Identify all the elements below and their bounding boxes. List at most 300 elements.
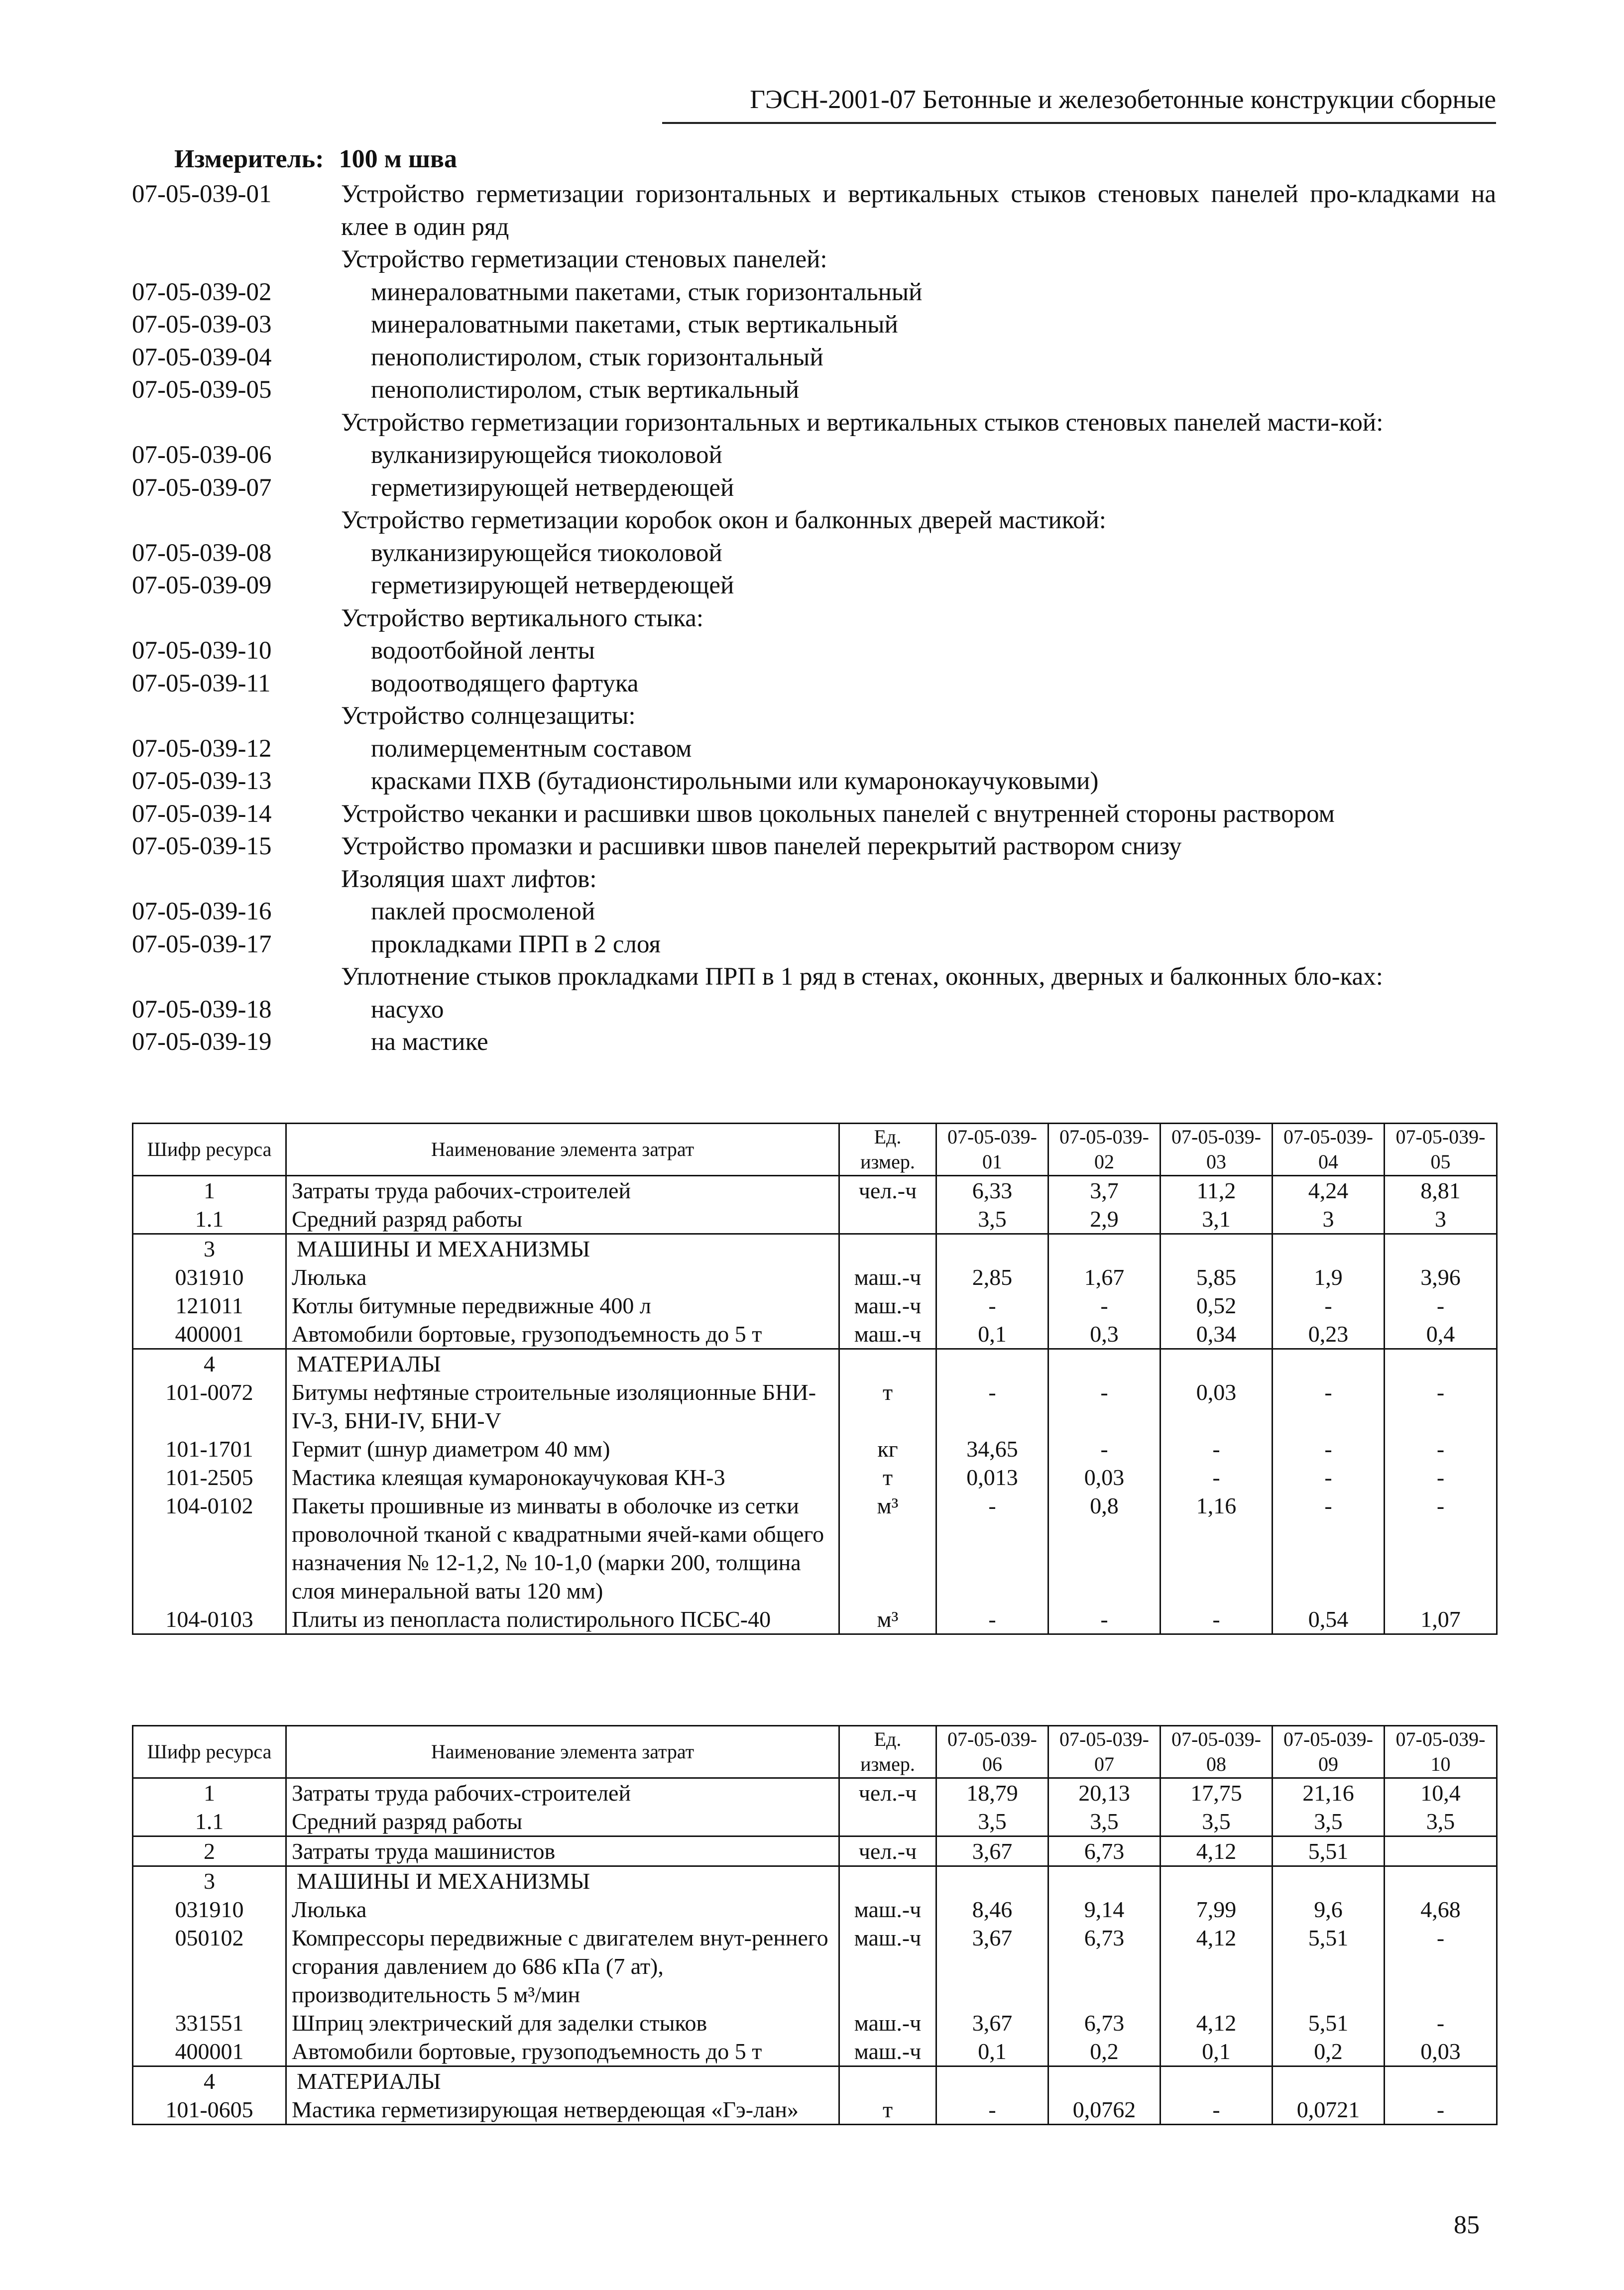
unit: маш.-ч: [839, 1895, 936, 1924]
header-resource-code: Шифр ресурса: [133, 1124, 286, 1176]
cost-element-name: Затраты труда рабочих-строителей: [286, 1778, 839, 1808]
cost-element-name: Мастика клеящая кумаронокаучуковая КН-3: [286, 1463, 839, 1491]
code-row: [132, 635, 1496, 668]
resource-code: 1.1: [133, 1807, 286, 1836]
unit: [839, 1349, 936, 1378]
norm-value: 0,03: [1048, 1463, 1160, 1491]
norm-value: -: [1160, 2095, 1273, 2125]
code-number: 07-05-039-07: [132, 473, 272, 502]
resource-code: 101-2505: [133, 1463, 286, 1491]
norm-value: 18,79: [936, 1778, 1048, 1808]
unit: маш.-ч: [839, 1291, 936, 1320]
norm-value: -: [1385, 2095, 1497, 2125]
code-description: пенополистиролом, стык вертикальный: [371, 376, 800, 404]
code-row: [132, 700, 1496, 733]
code-row: [132, 342, 1496, 374]
norm-value: 4,12: [1160, 1836, 1273, 1866]
code-row: [132, 961, 1496, 994]
table-row: [133, 1605, 1497, 1634]
resource-code: 101-1701: [133, 1435, 286, 1463]
code-number: 07-05-039-14: [132, 800, 272, 828]
norm-value: -: [936, 1491, 1048, 1605]
unit: т: [839, 1378, 936, 1435]
resource-code: 104-0102: [133, 1491, 286, 1605]
norm-value: 3,5: [936, 1205, 1048, 1234]
code-row: [132, 537, 1496, 570]
norm-value: [1160, 1866, 1273, 1896]
resource-code: 4: [133, 2066, 286, 2096]
unit: маш.-ч: [839, 2037, 936, 2066]
unit: маш.-ч: [839, 1320, 936, 1349]
unit: маш.-ч: [839, 2009, 936, 2037]
code-number: 07-05-039-01: [132, 180, 272, 208]
norm-value: -: [1385, 1291, 1497, 1320]
measure-value: 100 м шва: [339, 145, 458, 173]
norm-value: 1,16: [1160, 1491, 1273, 1605]
norm-value: 5,51: [1273, 1924, 1385, 2009]
cost-element-name: Средний разряд работы: [286, 1205, 839, 1234]
measure-label: Измеритель:: [174, 145, 324, 173]
norm-value: 0,4: [1385, 1320, 1497, 1349]
table-row: [133, 2066, 1497, 2096]
norm-value: 3: [1273, 1205, 1385, 1234]
norm-value: [1385, 1349, 1497, 1378]
resource-code: 101-0605: [133, 2095, 286, 2125]
norm-value: 10,4: [1385, 1778, 1497, 1808]
table-row: [133, 1176, 1497, 1205]
code-number: 07-05-039-13: [132, 767, 272, 795]
code-row: [132, 896, 1496, 928]
norm-value: -: [1385, 1435, 1497, 1463]
code-description: насухо: [371, 995, 444, 1024]
header-norm-code: 07-05-039-10: [1385, 1726, 1497, 1778]
table-row: [133, 1205, 1497, 1234]
resource-code: 331551: [133, 2009, 286, 2037]
norm-value: 4,12: [1160, 1924, 1273, 2009]
norm-value: 0,2: [1048, 2037, 1160, 2066]
code-description: водоотбойной ленты: [371, 637, 595, 665]
code-description: Устройство вертикального стыка:: [341, 604, 704, 632]
code-row: [132, 407, 1496, 440]
code-description: Устройство герметизации стеновых панелей:: [341, 245, 827, 273]
header-norm-code: 07-05-039-01: [936, 1124, 1048, 1176]
norm-value: 4,24: [1273, 1176, 1385, 1205]
code-row: [132, 472, 1496, 505]
table-row: [133, 2095, 1497, 2125]
norm-value: 6,73: [1048, 1836, 1160, 1866]
norm-value: 3,67: [936, 1924, 1048, 2009]
header-cost-element: Наименование элемента затрат: [286, 1124, 839, 1176]
table-row: [133, 1778, 1497, 1808]
cost-element-name: Затраты труда машинистов: [286, 1836, 839, 1866]
norm-value: 20,13: [1048, 1778, 1160, 1808]
norm-value: 0,1: [936, 1320, 1048, 1349]
norm-value: [936, 1234, 1048, 1263]
code-row: [132, 439, 1496, 472]
unit: [839, 1866, 936, 1896]
norm-value: 3,5: [1273, 1807, 1385, 1836]
norm-value: 0,8: [1048, 1491, 1160, 1605]
code-number: 07-05-039-19: [132, 1028, 272, 1056]
code-description: красками ПХВ (бутадионстирольными или кумаронокаучуковыми): [371, 767, 1099, 795]
norm-value: [1273, 1866, 1385, 1896]
unit: [839, 1807, 936, 1836]
norm-value: [1385, 2066, 1497, 2096]
norm-value: -: [1385, 1924, 1497, 2009]
norm-value: 0,52: [1160, 1291, 1273, 1320]
norm-value: 2,85: [936, 1263, 1048, 1291]
table-row: [133, 1378, 1497, 1435]
norm-value: 8,81: [1385, 1176, 1497, 1205]
norm-value: -: [1273, 1378, 1385, 1435]
norm-value: 0,0721: [1273, 2095, 1385, 2125]
unit: кг: [839, 1435, 936, 1463]
table-row: [133, 1924, 1497, 2009]
norm-value: 5,51: [1273, 1836, 1385, 1866]
resource-code: 4: [133, 1349, 286, 1378]
resource-code: 1.1: [133, 1205, 286, 1234]
norm-value: 3,5: [1385, 1807, 1497, 1836]
norm-value: -: [936, 1291, 1048, 1320]
code-description: Устройство герметизации горизонтальных и вертикальных стыков стеновых панелей масти-кой:: [341, 408, 1384, 437]
running-header: ГЭСН-2001-07 Бетонные и железобетонные конструкции сборные: [750, 85, 1496, 114]
table-row: [133, 1263, 1497, 1291]
code-number: 07-05-039-05: [132, 376, 272, 404]
header-norm-code: 07-05-039-09: [1273, 1726, 1385, 1778]
norm-value: 0,0762: [1048, 2095, 1160, 2125]
code-row: [132, 928, 1496, 961]
code-number: 07-05-039-17: [132, 930, 272, 958]
code-row: [132, 1026, 1496, 1059]
table-row: [133, 1491, 1497, 1605]
norm-value: [936, 1349, 1048, 1378]
norm-value: 0,013: [936, 1463, 1048, 1491]
header-norm-code: 07-05-039-07: [1048, 1726, 1160, 1778]
norm-value: 3: [1385, 1205, 1497, 1234]
code-description: Устройство герметизации коробок окон и балконных дверей мастикой:: [341, 506, 1106, 534]
unit: чел.-ч: [839, 1176, 936, 1205]
code-row: [132, 570, 1496, 602]
norm-value: 8,46: [936, 1895, 1048, 1924]
cost-element-name: Пакеты прошивные из минваты в оболочке из сетки проволочной тканой с квадратными ячей-ками общего назначения № 12-1,2, № 10-1,0 (марки 200, толщина слоя минеральной ваты 120 мм): [286, 1491, 839, 1605]
norm-value: 6,73: [1048, 2009, 1160, 2037]
code-row: [132, 602, 1496, 635]
code-description: полимерцементным составом: [371, 734, 692, 763]
norm-value: -: [936, 1378, 1048, 1435]
norm-value: 3,67: [936, 2009, 1048, 2037]
header-resource-code: Шифр ресурса: [133, 1726, 286, 1778]
code-row: [132, 668, 1496, 700]
norm-value: 0,03: [1160, 1378, 1273, 1435]
code-number: [132, 602, 341, 635]
norm-value: 9,6: [1273, 1895, 1385, 1924]
unit: [839, 1234, 936, 1263]
table-row: [133, 1349, 1497, 1378]
norm-value: -: [1048, 1605, 1160, 1634]
norm-value: 11,2: [1160, 1176, 1273, 1205]
norm-value: -: [1273, 1463, 1385, 1491]
unit: чел.-ч: [839, 1778, 936, 1808]
unit: м³: [839, 1605, 936, 1634]
norm-value: [1048, 1234, 1160, 1263]
code-number: 07-05-039-18: [132, 995, 272, 1024]
code-number: [132, 407, 341, 440]
norm-value: -: [1160, 1435, 1273, 1463]
norm-value: [936, 2066, 1048, 2096]
resource-code: 3: [133, 1234, 286, 1263]
norm-value: 17,75: [1160, 1778, 1273, 1808]
code-description: Изоляция шахт лифтов:: [341, 865, 597, 893]
header-norm-code: 07-05-039-06: [936, 1726, 1048, 1778]
norm-value: 3,7: [1048, 1176, 1160, 1205]
code-row: [132, 765, 1496, 798]
code-number: [132, 700, 341, 733]
table-row: [133, 2037, 1497, 2066]
norm-value: 0,2: [1273, 2037, 1385, 2066]
resource-code: 1: [133, 1176, 286, 1205]
unit: [839, 2066, 936, 2096]
norm-value: 0,1: [936, 2037, 1048, 2066]
norm-value: -: [1048, 1435, 1160, 1463]
work-codes-list: [132, 178, 1496, 1059]
measure-line: [174, 144, 457, 174]
code-description: водоотводящего фартука: [371, 669, 639, 697]
code-row: [132, 276, 1496, 309]
code-number: [132, 504, 341, 537]
unit: маш.-ч: [839, 1924, 936, 2009]
header-norm-code: 07-05-039-05: [1385, 1124, 1497, 1176]
code-number: 07-05-039-02: [132, 278, 272, 306]
norm-value: [1048, 2066, 1160, 2096]
norm-value: -: [936, 2095, 1048, 2125]
code-description: герметизирующей нетвердеющей: [371, 473, 734, 502]
code-number: 07-05-039-16: [132, 898, 272, 925]
cost-element-name: Компрессоры передвижные с двигателем внут-реннего сгорания давлением до 686 кПа (7 ат), производительность 5 м³/мин: [286, 1924, 839, 2009]
code-row: [132, 863, 1496, 896]
norm-value: [1273, 2066, 1385, 2096]
header-norm-code: 07-05-039-03: [1160, 1124, 1273, 1176]
norm-value: [1273, 1234, 1385, 1263]
unit: чел.-ч: [839, 1836, 936, 1866]
code-row: [132, 830, 1496, 863]
table-row: [133, 1866, 1497, 1896]
code-number: 07-05-039-15: [132, 832, 272, 860]
table-row: [133, 1234, 1497, 1263]
code-number: [132, 863, 341, 896]
code-description: минераловатными пакетами, стык горизонтальный: [371, 278, 923, 306]
code-description: Уплотнение стыков прокладками ПРП в 1 ряд в стенах, оконных, дверных и балконных бло-ках:: [341, 963, 1383, 991]
code-description: минераловатными пакетами, стык вертикальный: [371, 311, 898, 339]
norm-value: -: [1385, 2009, 1497, 2037]
unit: м³: [839, 1491, 936, 1605]
norm-value: 3,67: [936, 1836, 1048, 1866]
resource-code: 400001: [133, 1320, 286, 1349]
norm-value: 3,96: [1385, 1263, 1497, 1291]
norm-value: -: [1273, 1291, 1385, 1320]
resource-code: 031910: [133, 1895, 286, 1924]
resource-table-2: [132, 1725, 1498, 2125]
norm-value: [936, 1866, 1048, 1896]
header-norm-code: 07-05-039-04: [1273, 1124, 1385, 1176]
resource-code: 2: [133, 1836, 286, 1866]
norm-value: 3,1: [1160, 1205, 1273, 1234]
code-number: 07-05-039-10: [132, 637, 272, 665]
norm-value: 21,16: [1273, 1778, 1385, 1808]
norm-value: 0,03: [1385, 2037, 1497, 2066]
norm-value: [1160, 1234, 1273, 1263]
norm-value: 0,3: [1048, 1320, 1160, 1349]
cost-element-name: Битумы нефтяные строительные изоляционные БНИ-IV-3, БНИ-IV, БНИ-V: [286, 1378, 839, 1435]
table-row: [133, 1836, 1497, 1866]
norm-value: 6,73: [1048, 1924, 1160, 2009]
norm-value: -: [1385, 1491, 1497, 1605]
norm-value: [1048, 1866, 1160, 1896]
unit: т: [839, 2095, 936, 2125]
code-row: [132, 374, 1496, 407]
code-description: герметизирующей нетвердеющей: [371, 572, 734, 599]
resource-code: 050102: [133, 1924, 286, 2009]
code-description: вулканизирующейся тиоколовой: [371, 441, 722, 469]
section-title: МАШИНЫ И МЕХАНИЗМЫ: [286, 1866, 839, 1896]
cost-element-name: Люлька: [286, 1895, 839, 1924]
norm-value: [1160, 1349, 1273, 1378]
norm-value: [1385, 1836, 1497, 1866]
code-description: на мастике: [371, 1028, 488, 1056]
norm-value: 1,67: [1048, 1263, 1160, 1291]
norm-value: -: [936, 1605, 1048, 1634]
header-rule: [662, 122, 1496, 124]
norm-value: [1048, 1349, 1160, 1378]
header-norm-code: 07-05-039-02: [1048, 1124, 1160, 1176]
code-number: 07-05-039-09: [132, 572, 272, 599]
norm-value: 4,68: [1385, 1895, 1497, 1924]
code-number: 07-05-039-11: [132, 669, 271, 697]
cost-element-name: Гермит (шнур диаметром 40 мм): [286, 1435, 839, 1463]
norm-value: -: [1160, 1605, 1273, 1634]
cost-element-name: Затраты труда рабочих-строителей: [286, 1176, 839, 1205]
norm-value: 0,34: [1160, 1320, 1273, 1349]
page-number: 85: [1454, 2211, 1480, 2239]
norm-value: [1385, 1234, 1497, 1263]
section-title: МАШИНЫ И МЕХАНИЗМЫ: [286, 1234, 839, 1263]
norm-value: 7,99: [1160, 1895, 1273, 1924]
resource-code: 1: [133, 1778, 286, 1808]
norm-value: 0,54: [1273, 1605, 1385, 1634]
norm-value: [1273, 1349, 1385, 1378]
unit: маш.-ч: [839, 1263, 936, 1291]
code-row: [132, 243, 1496, 276]
norm-value: 4,12: [1160, 2009, 1273, 2037]
norm-value: 9,14: [1048, 1895, 1160, 1924]
resource-code: 104-0103: [133, 1605, 286, 1634]
code-description: Устройство герметизации горизонтальных и вертикальных стыков стеновых панелей про-кладками на клее в один ряд: [341, 180, 1496, 241]
code-row: [132, 504, 1496, 537]
code-row: [132, 798, 1496, 831]
code-row: [132, 733, 1496, 766]
norm-value: [1160, 2066, 1273, 2096]
norm-value: 3,5: [1160, 1807, 1273, 1836]
norm-value: 5,85: [1160, 1263, 1273, 1291]
norm-value: 5,51: [1273, 2009, 1385, 2037]
code-number: 07-05-039-08: [132, 539, 272, 567]
table-row: [133, 1291, 1497, 1320]
table-row: [133, 1435, 1497, 1463]
section-title: МАТЕРИАЛЫ: [286, 2066, 839, 2096]
cost-element-name: Автомобили бортовые, грузоподъемность до 5 т: [286, 1320, 839, 1349]
norm-value: -: [1385, 1463, 1497, 1491]
norm-value: 3,5: [936, 1807, 1048, 1836]
cost-element-name: Котлы битумные передвижные 400 л: [286, 1291, 839, 1320]
norm-value: 2,9: [1048, 1205, 1160, 1234]
code-number: [132, 243, 341, 276]
code-description: Устройство чеканки и расшивки швов цокольных панелей с внутренней стороны раствором: [341, 800, 1335, 828]
cost-element-name: Мастика герметизирующая нетвердеющая «Гэ-лан»: [286, 2095, 839, 2125]
code-row: [132, 309, 1496, 342]
norm-value: 3,5: [1048, 1807, 1160, 1836]
code-description: Устройство солнцезащиты:: [341, 702, 636, 730]
table-row: [133, 1320, 1497, 1349]
table-row: [133, 1463, 1497, 1491]
norm-value: 34,65: [936, 1435, 1048, 1463]
code-description: паклей просмоленой: [371, 898, 595, 925]
cost-element-name: Шприц электрический для заделки стыков: [286, 2009, 839, 2037]
cost-element-name: Средний разряд работы: [286, 1807, 839, 1836]
code-description: пенополистиролом, стык горизонтальный: [371, 343, 823, 371]
norm-value: -: [1385, 1378, 1497, 1435]
code-number: 07-05-039-03: [132, 311, 272, 339]
resource-code: 400001: [133, 2037, 286, 2066]
resource-code: 031910: [133, 1263, 286, 1291]
norm-value: [1385, 1866, 1497, 1896]
code-number: 07-05-039-12: [132, 734, 272, 763]
code-number: [132, 961, 341, 994]
table-row: [133, 1807, 1497, 1836]
cost-element-name: Автомобили бортовые, грузоподъемность до 5 т: [286, 2037, 839, 2066]
resource-table-1: [132, 1123, 1498, 1635]
norm-value: -: [1160, 1463, 1273, 1491]
code-number: 07-05-039-06: [132, 441, 272, 469]
norm-value: 6,33: [936, 1176, 1048, 1205]
norm-value: 0,1: [1160, 2037, 1273, 2066]
norm-value: -: [1048, 1291, 1160, 1320]
table-row: [133, 2009, 1497, 2037]
code-row: [132, 178, 1496, 243]
resource-code: 3: [133, 1866, 286, 1896]
resource-code: 101-0072: [133, 1378, 286, 1435]
norm-value: -: [1273, 1491, 1385, 1605]
header-norm-code: 07-05-039-08: [1160, 1726, 1273, 1778]
unit: [839, 1205, 936, 1234]
header-cost-element: Наименование элемента затрат: [286, 1726, 839, 1778]
norm-value: 1,9: [1273, 1263, 1385, 1291]
code-description: вулканизирующейся тиоколовой: [371, 539, 722, 567]
header-unit: Ед. измер.: [839, 1726, 936, 1778]
table-row: [133, 1895, 1497, 1924]
unit: т: [839, 1463, 936, 1491]
norm-value: 1,07: [1385, 1605, 1497, 1634]
code-description: Устройство промазки и расшивки швов панелей перекрытий раствором снизу: [341, 832, 1182, 860]
resource-code: 121011: [133, 1291, 286, 1320]
norm-value: -: [1273, 1435, 1385, 1463]
code-number: 07-05-039-04: [132, 343, 272, 371]
section-title: МАТЕРИАЛЫ: [286, 1349, 839, 1378]
norm-value: -: [1048, 1378, 1160, 1435]
header-unit: Ед. измер.: [839, 1124, 936, 1176]
norm-value: 0,23: [1273, 1320, 1385, 1349]
code-description: прокладками ПРП в 2 слоя: [371, 930, 661, 958]
cost-element-name: Люлька: [286, 1263, 839, 1291]
code-row: [132, 994, 1496, 1027]
